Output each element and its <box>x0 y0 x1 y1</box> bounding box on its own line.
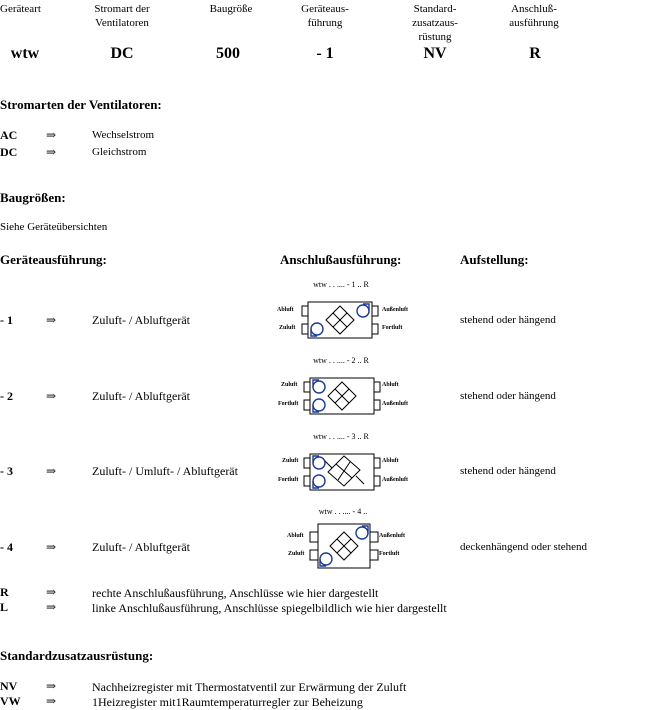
port-label: Abluft <box>382 458 399 464</box>
row-setup: stehend oder hängend <box>460 465 556 477</box>
stromart-text-dc: Gleichstrom <box>92 146 147 158</box>
fan-icon <box>356 527 368 539</box>
header-label-geraeteart: Geräteart <box>0 3 41 15</box>
heat-exchanger-diagram <box>300 298 380 342</box>
header-label-stromart: Stromart der Ventilatoren <box>94 3 150 29</box>
stromart-text-ac: Wechselstrom <box>92 129 155 141</box>
row-code: - 4 <box>0 540 13 554</box>
diagram-caption: wtw . . .... - 4 .. <box>318 507 368 516</box>
standard-code-vw: VW <box>0 694 21 708</box>
row-setup: deckenhängend oder stehend <box>460 541 588 553</box>
standard-text-vw: 1Heizregister mit1Raumtemperaturregler zur Beheizung <box>92 695 363 709</box>
fan-icon <box>313 381 325 393</box>
port-label: Abluft <box>277 307 294 313</box>
col-heading-geraeteausfuehrung: Geräteausführung: <box>0 252 107 267</box>
diagram-caption: wtw . . .... - 2 .. R <box>313 356 369 365</box>
standard-text-nv: Nachheizregister mit Thermostatventil zur Erwärmung der Zuluft <box>92 680 407 694</box>
port-label: Fortluft <box>379 551 400 557</box>
row-type: Zuluft- / Abluftgerät <box>92 313 190 327</box>
stromart-code-ac: AC <box>0 128 18 142</box>
arrow-icon: ⇒ <box>46 585 57 599</box>
anschluss-code-l: L <box>0 600 9 614</box>
fan-icon <box>357 305 369 317</box>
heat-exchanger-diagram <box>302 450 382 494</box>
arrow-icon: ⇒ <box>46 540 57 554</box>
baugroessen-text: Siehe Geräteübersichten <box>0 221 108 233</box>
header-code-dc: DC <box>110 45 134 62</box>
port-label: Fortluft <box>382 325 403 331</box>
row-code: - 3 <box>0 464 13 478</box>
diagram-caption: wtw . . .... - 1 .. R <box>313 280 369 289</box>
fan-icon <box>311 323 323 335</box>
arrow-icon: ⇒ <box>46 145 57 159</box>
col-heading-aufstellung: Aufstellung: <box>460 252 529 267</box>
row-type: Zuluft- / Abluftgerät <box>92 540 190 554</box>
header-label-geraeteausfuehrung: Geräteaus-führung <box>301 3 349 29</box>
port-label: Fortluft <box>278 401 299 407</box>
header-code-500: 500 <box>216 45 240 62</box>
row-code: - 1 <box>0 313 13 327</box>
arrow-icon: ⇒ <box>46 313 57 327</box>
fan-icon <box>313 475 325 487</box>
baugroessen-title: Baugrößen: <box>0 190 66 205</box>
anschluss-text-l: linke Anschlußausführung, Anschlüsse spiegelbildlich wie hier dargestellt <box>92 601 447 615</box>
arrow-icon: ⇒ <box>46 464 57 478</box>
row-setup: stehend oder hängend <box>460 314 556 326</box>
anschluss-text-r: rechte Anschlußausführung, Anschlüsse wie hier dargestellt <box>92 586 379 600</box>
stromarten-title: Stromarten der Ventilatoren: <box>0 97 162 112</box>
row-code: - 2 <box>0 389 13 403</box>
header-code-wtw: wtw <box>10 45 40 62</box>
header-code-nv: NV <box>423 45 447 62</box>
row-type: Zuluft- / Abluftgerät <box>92 389 190 403</box>
header-label-baugroesse: Baugröße <box>209 3 253 15</box>
arrow-icon: ⇒ <box>46 128 57 142</box>
port-label: Außenluft <box>382 401 409 407</box>
standard-title: Standardzusatzausrüstung: <box>0 648 154 663</box>
heat-exchanger-diagram <box>302 374 382 418</box>
port-label: Zuluft <box>288 551 305 557</box>
port-label: Zuluft <box>282 458 299 464</box>
port-label: Abluft <box>287 533 304 539</box>
fan-icon <box>320 553 332 565</box>
diagram-caption: wtw . . .... - 3 .. R <box>313 432 369 441</box>
arrow-icon: ⇒ <box>46 600 57 614</box>
arrow-icon: ⇒ <box>46 389 57 403</box>
port-label: Zuluft <box>279 325 296 331</box>
row-type: Zuluft- / Umluft- / Abluftgerät <box>92 464 238 478</box>
port-label: Außenluft <box>382 477 409 483</box>
header-label-standardzusatz: Standard-zusatzaus-rüstung <box>412 3 458 43</box>
port-label: Zuluft <box>281 382 298 388</box>
col-heading-anschlussausfuehrung: Anschlußausführung: <box>280 252 402 267</box>
arrow-icon: ⇒ <box>46 694 57 708</box>
port-label: Fortluft <box>278 477 299 483</box>
port-label: Außenluft <box>379 533 406 539</box>
port-label: Außenluft <box>382 307 409 313</box>
header-code-1: - 1 <box>316 45 334 62</box>
header-label-anschluss: Anschluß-ausführung <box>509 3 559 29</box>
port-label: Abluft <box>382 382 399 388</box>
header-code-r: R <box>529 45 541 62</box>
fan-icon <box>313 457 325 469</box>
standard-code-nv: NV <box>0 679 18 693</box>
anschluss-code-r: R <box>0 585 9 599</box>
heat-exchanger-diagram <box>308 522 380 570</box>
arrow-icon: ⇒ <box>46 679 57 693</box>
stromart-code-dc: DC <box>0 145 18 159</box>
fan-icon <box>313 399 325 411</box>
row-setup: stehend oder hängend <box>460 390 556 402</box>
